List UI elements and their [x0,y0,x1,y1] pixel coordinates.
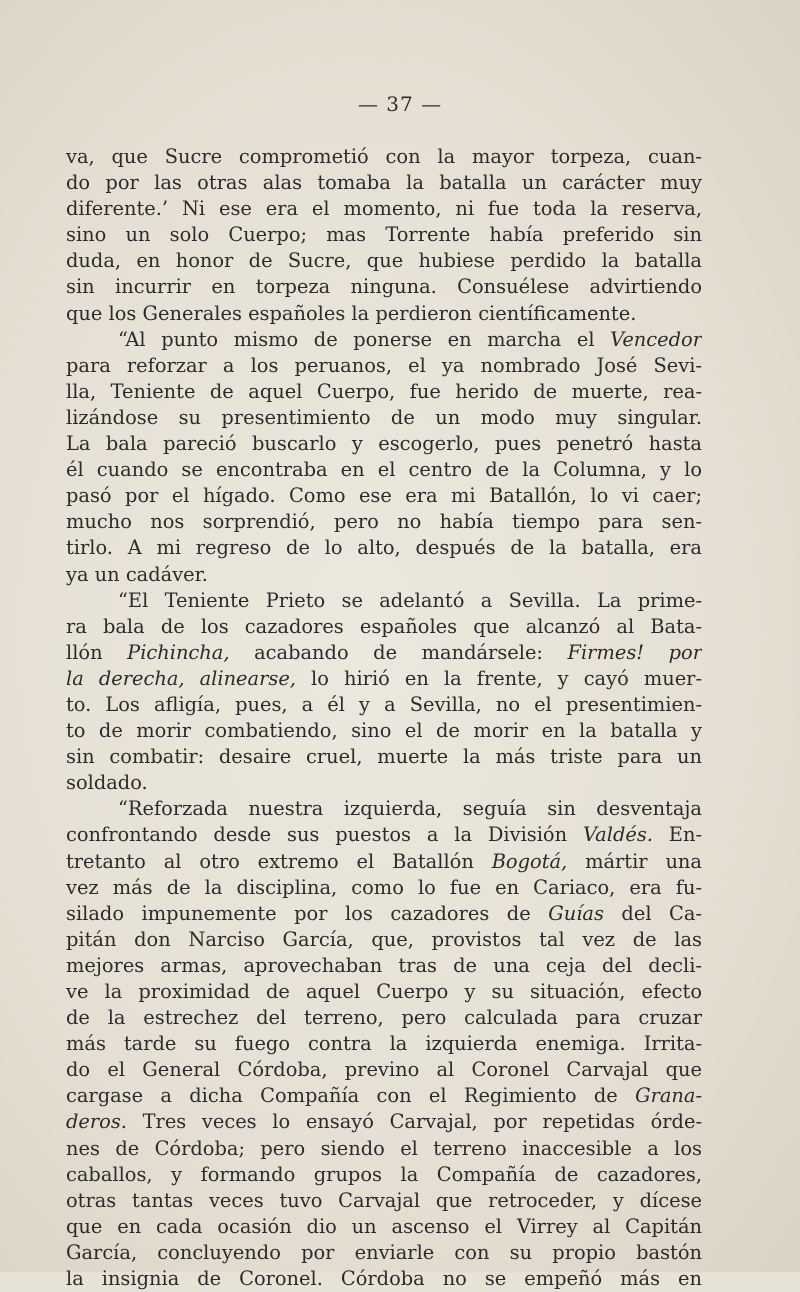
text-line: caballos, y formando grupos la Compañía de cazadores, [66,1162,702,1186]
text-segment: mártir una [567,849,702,873]
text-line: to de morir combatiendo, sino el de morir en la batalla y [66,719,702,743]
text-line: otras tantas veces tuvo Carvajal que retroceder, y dícese [66,1188,702,1212]
text-line: mejores armas, aprovechaban tras de una ceja del decli- [66,953,702,977]
italic-text: deros. [66,1110,127,1134]
text-line: ya un cadáver. [66,562,208,586]
page-number: — 37 — [357,92,443,116]
text-line [66,666,702,692]
text-line: vez más de la disciplina, como lo fue en Cariaco, era fu- [66,875,702,899]
text-segment: Tres veces lo ensayó Carvajal, por repetidas órde- [126,1110,702,1134]
italic-text: Pichincha, [127,640,230,664]
text-segment: tretanto al otro extremo el Batallón [66,849,492,873]
text-line: do por las otras alas tomaba la batalla un carácter muy [66,171,702,195]
text-segment: silado impunemente por los cazadores de [66,901,549,925]
text-line: mucho nos sorprendió, pero no había tiempo para sen- [66,510,702,534]
text-segment: llón [66,640,128,664]
italic-text: Guías [548,901,604,925]
text-line [66,327,702,353]
text-line: sin combatir: desaire cruel, muerte la más triste para un [66,745,702,769]
text-line [66,822,702,848]
text-line [66,901,702,927]
text-line [66,849,702,875]
italic-text: Valdés. [582,823,653,847]
text-line: sin incurrir en torpeza ninguna. Consuélese advirtiendo [66,275,702,299]
text-line: lizándose su presentimiento de un modo muy singular. [66,405,702,429]
text-line: do el General Córdoba, previno al Coronel Carvajal que [66,1058,702,1082]
text-line: García, concluyendo por enviarle con su propio bastón [66,1240,702,1264]
text-line: lla, Teniente de aquel Cuerpo, fue herido de muerte, rea- [66,379,702,403]
text-line: pasó por el hígado. Como ese era mi Batallón, lo vi caer; [66,484,702,508]
text-line: ve la proximidad de aquel Cuerpo y su situación, efecto [66,980,702,1003]
text-segment: acabando de mandársele: [229,640,568,664]
text-line: él cuando se encontraba en el centro de la Columna, y lo [66,458,702,482]
text-line: de la estrechez del terreno, pero calculada para cruzar [66,1006,702,1030]
text-line: pitán don Narciso García, que, provistos tal vez de las [66,927,702,951]
text-line: duda, en honor de Sucre, que hubiese perdido la batalla [66,249,702,273]
text-segment: En- [652,823,702,847]
text-line: “El Teniente Prieto se adelantó a Sevilla. La prime- [118,588,702,612]
text-segment: confrontando desde sus puestos a la División [66,823,583,847]
text-line: más tarde su fuego contra la izquierda enemiga. Irrita- [66,1032,702,1056]
text-line: para reforzar a los peruanos, el ya nombrado José Sevi- [66,353,702,377]
text-segment: del Ca- [603,901,702,925]
body-text [66,144,702,1292]
text-line [66,640,702,666]
text-segment: “Al punto mismo de ponerse en marcha el [118,327,611,351]
text-line: nes de Córdoba; pero siendo el terreno inaccesible a los [66,1136,702,1160]
text-line [66,1083,702,1109]
italic-text: Grana- [635,1084,702,1108]
text-line [66,1109,702,1135]
text-line: tirlo. A mi regreso de lo alto, después de la batalla, era [66,536,702,560]
text-segment: lo hirió en la frente, y cayó muer- [295,666,702,690]
text-line: va, que Sucre comprometió con la mayor torpeza, cuan- [66,145,702,168]
text-line: diferente.’ Ni ese era el momento, ni fue toda la reserva, [66,197,702,221]
italic-text: la derecha, alinearse, [66,666,296,690]
text-segment: cargase a dicha Compañía con el Regimiento de [66,1084,636,1108]
italic-text: Firmes! por [567,640,702,664]
text-line: to. Los afligía, pues, a él y a Sevilla, no el presentimien- [66,692,702,716]
text-line: sino un solo Cuerpo; mas Torrente había preferido sin [66,223,702,247]
text-line: La bala pareció buscarlo y escogerlo, pues penetró hasta [66,432,702,456]
text-line: la insignia de Coronel. Córdoba no se empeñó más en [66,1267,702,1291]
text-line: ra bala de los cazadores españoles que alcanzó al Bata- [66,614,702,638]
text-line: “Reforzada nuestra izquierda, seguía sin desventaja [118,797,702,821]
text-line: que los Generales españoles la perdieron científicamente. [66,301,637,325]
text-line: que en cada ocasión dio un ascenso el Virrey al Capitán [66,1214,702,1238]
text-line: soldado. [66,771,148,795]
italic-text: Vencedor [610,327,702,351]
italic-text: Bogotá, [491,849,568,873]
